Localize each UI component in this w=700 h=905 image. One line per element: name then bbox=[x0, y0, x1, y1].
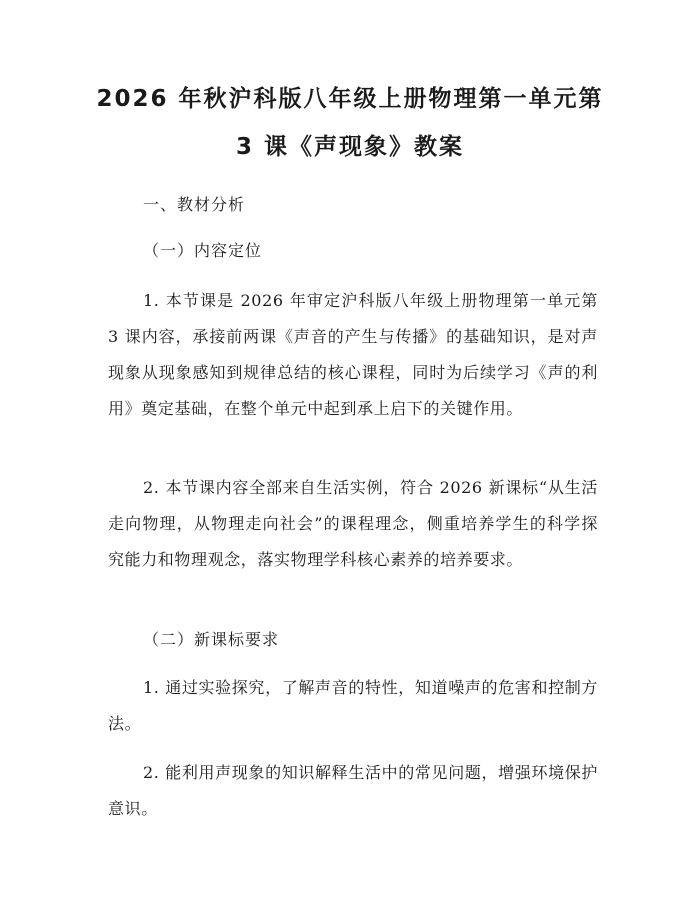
document-title-line-2: 3 课《声现象》教案 bbox=[235, 134, 464, 160]
section-heading-textbook-analysis: 一、教材分析 bbox=[143, 195, 246, 214]
paragraph-curriculum-requirement-1: 1. 通过实验探究，了解声音的特性，知道噪声的危害和控制方法。 bbox=[108, 678, 598, 733]
subsection-heading-content-positioning: （一）内容定位 bbox=[143, 241, 263, 260]
paragraph-curriculum-requirement-2: 2. 能利用声现象的知识解释生活中的常见问题，增强环境保护意识。 bbox=[108, 763, 598, 818]
document-title-line-1: 2026 年秋沪科版八年级上册物理第一单元第 bbox=[96, 86, 604, 112]
paragraph-content-positioning-2: 2. 本节课内容全部来自生活实例，符合 2026 新课标“从生活走向物理，从物理走向社会”的课程理念，侧重培养学生的科学探究能力和物理观念，落实物理学科核心素养的培养要求。 bbox=[108, 478, 598, 569]
subsection-heading-curriculum-requirements: （二）新课标要求 bbox=[143, 630, 280, 649]
paragraph-content-positioning-1: 1. 本节课是 2026 年审定沪科版八年级上册物理第一单元第 3 课内容，承接前两课《声音的产生与传播》的基础知识，是对声现象从现象感知到规律总结的核心课程，同时为后续学习《声的利用》奠定基础，在整个单元中起到承上启下的关键作用。 bbox=[108, 291, 598, 418]
